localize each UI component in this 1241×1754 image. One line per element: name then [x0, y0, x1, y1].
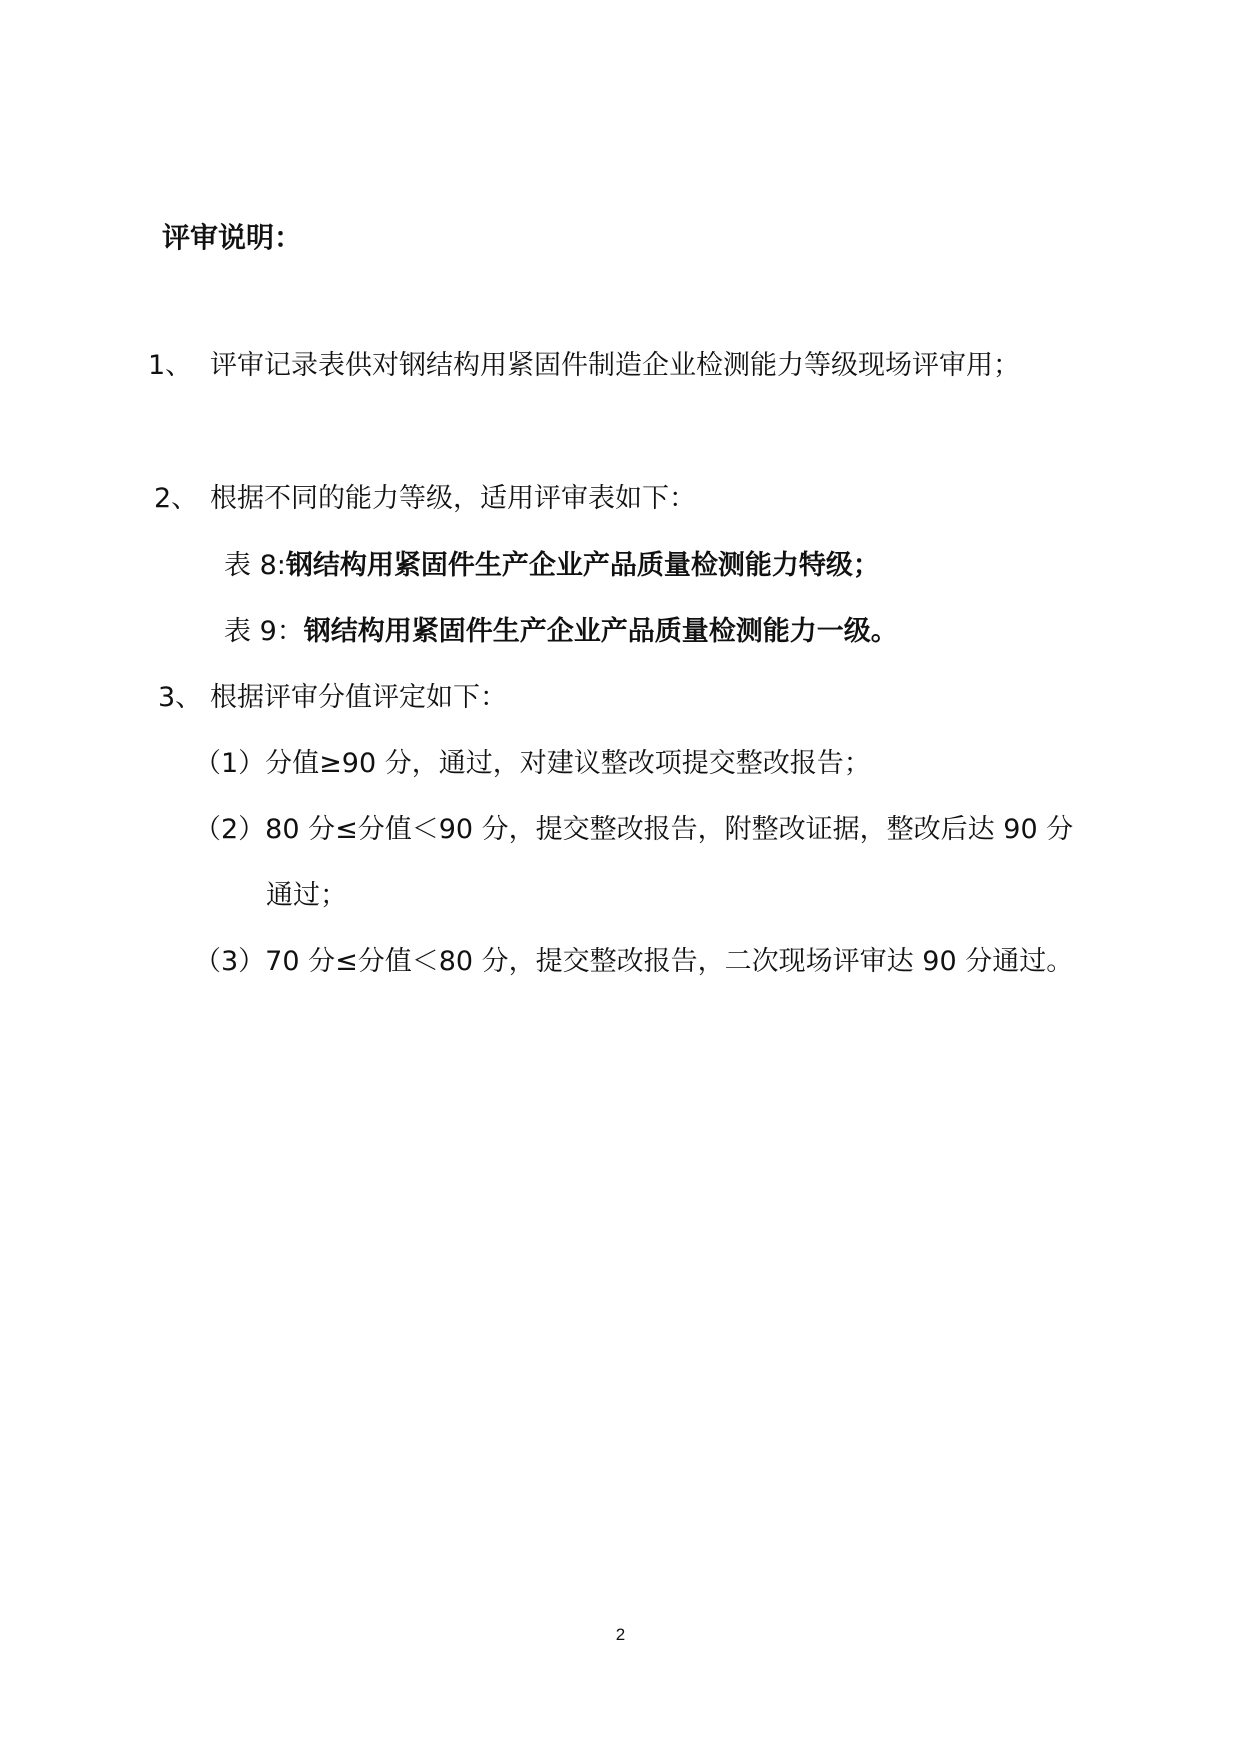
page-number: 2 [615, 1625, 626, 1644]
list-number: 2、 [154, 483, 199, 514]
list-text: 根据不同的能力等级，适用评审表如下： [210, 483, 696, 514]
sublist-text: 钢结构用紧固件生产企业产品质量检测能力一级。 [303, 616, 898, 647]
list-text: 根据评审分值评定如下： [210, 682, 507, 713]
sublist-text: 钢结构用紧固件生产企业产品质量检测能力特级； [285, 550, 880, 581]
list-text: 评审记录表供对钢结构用紧固件制造企业检测能力等级现场评审用； [210, 350, 1020, 381]
criteria-item-2-continuation: 通过； [266, 880, 347, 911]
page-title: 评审说明： [162, 221, 303, 254]
criteria-item-2: （2）80 分≤分值＜90 分，提交整改报告，附整改证据，整改后达 90 分 [194, 814, 1074, 845]
criteria-item-3: （3）70 分≤分值＜80 分，提交整改报告，二次现场评审达 90 分通过。 [194, 946, 1074, 977]
sublist-prefix: 表 8: [224, 550, 286, 581]
sublist-item-table-9 [224, 614, 898, 650]
list-number: 1、 [148, 350, 193, 381]
list-number: 3、 [158, 682, 203, 713]
list-item-3 [158, 680, 507, 716]
criteria-item-1: （1）分值≥90 分，通过，对建议整改项提交整改报告； [194, 748, 871, 779]
list-item-2 [154, 481, 696, 517]
list-item-1 [148, 348, 1020, 384]
sublist-prefix: 表 9： [224, 616, 304, 647]
sublist-item-table-8 [224, 548, 880, 584]
